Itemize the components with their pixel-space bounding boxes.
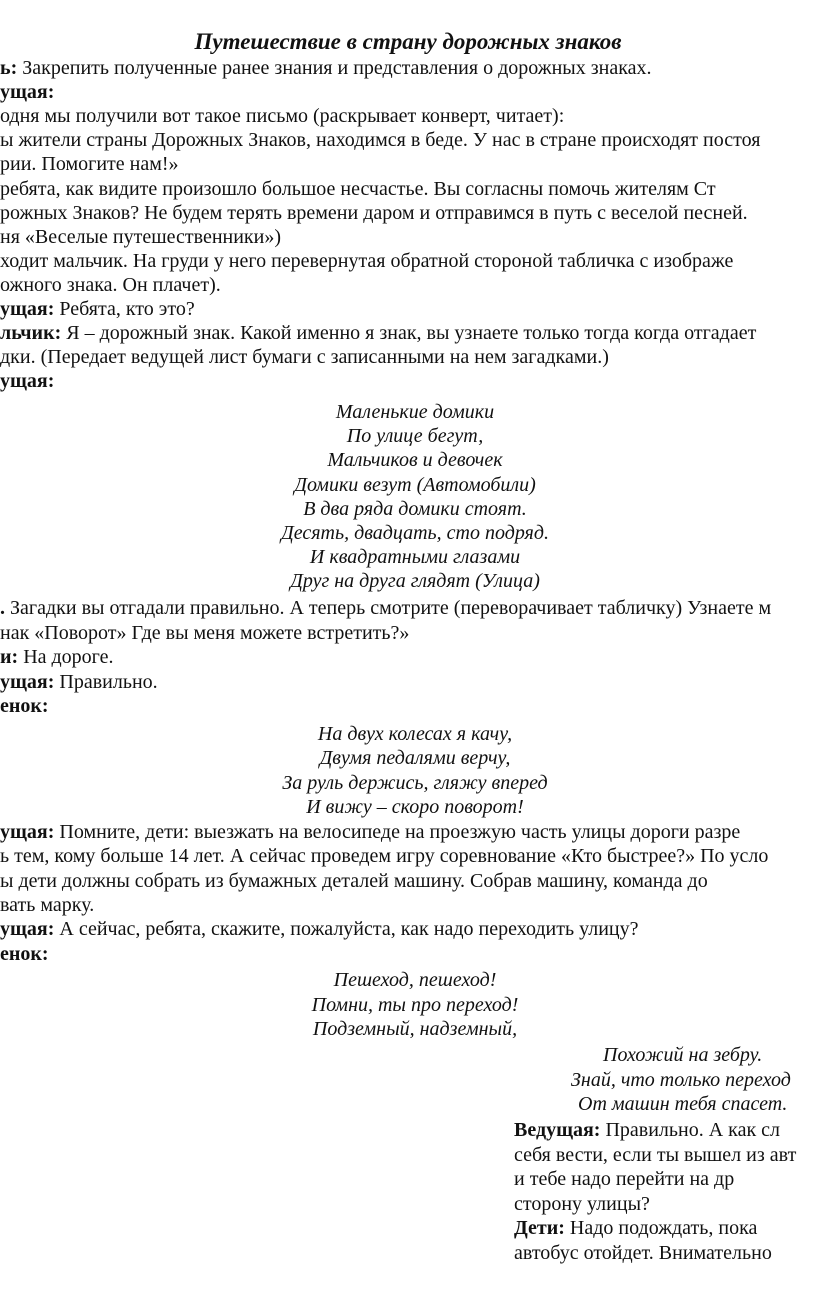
line-text: Я – дорожный знак. Какой именно я знак, вы узнаете только тогда когда отгадает — [61, 322, 757, 345]
speaker-label: енок: — [0, 695, 49, 717]
speaker-label: ущая: — [0, 370, 55, 393]
verse-line: Мальчиков и девочек — [327, 449, 503, 472]
line-text: Ребята, кто это? — [54, 298, 195, 320]
text-line — [0, 893, 94, 917]
verse-line: В два ряда домики стоят. — [303, 497, 527, 520]
line-text: ребята, как видите произошло большое несчастье. Вы согласны помочь жителям Ст — [0, 177, 716, 200]
line-text: Надо подождать, пока — [564, 1217, 758, 1239]
text-line — [514, 1143, 796, 1167]
line-text: Загадки вы отгадали правильно. А теперь смотрите (переворачивает табличку) Узнаете м — [5, 597, 772, 619]
speaker-label: Ведущая: — [514, 1119, 601, 1141]
verse-line: За руль держись, гляжу вперед — [282, 771, 548, 794]
line-text: автобус отойдет. Внимательно — [514, 1241, 772, 1264]
text-line — [514, 1216, 757, 1240]
verse-line: Подземный, надземный, — [312, 1018, 518, 1040]
speaker-label: . — [0, 597, 5, 619]
line-text: ы дети должны собрать из бумажных деталей машину. Собрав машину, команда до — [0, 869, 708, 892]
verse-line: По улице бегут, — [346, 425, 484, 448]
verse-line: На двух колесах я качу, — [317, 723, 513, 745]
speaker-label: Дети: — [514, 1217, 565, 1239]
verse-line: Двумя педалями верчу, — [319, 747, 511, 770]
line-text: На дороге. — [18, 646, 114, 668]
speaker-label: ь: — [0, 57, 18, 79]
text-line — [514, 1192, 650, 1216]
text-line — [514, 1241, 772, 1265]
text-line — [0, 869, 708, 893]
verse-line: Похожий на зебру. — [603, 1044, 763, 1066]
text-line — [0, 917, 639, 941]
speaker-label: и: — [0, 646, 19, 668]
verse-line: Пешеход, пешеход! — [333, 969, 497, 991]
verse-line: Помни, ты про переход! — [311, 993, 519, 1016]
line-text: и тебе надо перейти на др — [514, 1168, 735, 1190]
text-line — [0, 844, 768, 868]
speaker-label: енок: — [0, 942, 49, 965]
text-line — [0, 694, 49, 718]
text-line — [0, 56, 652, 80]
line-text: А сейчас, ребята, скажите, пожалуйста, как надо переходить улицу? — [54, 918, 639, 941]
text-line — [0, 225, 281, 249]
speaker-label: льчик: — [0, 322, 62, 345]
line-text: Правильно. — [54, 670, 158, 693]
text-line — [0, 942, 49, 966]
speaker-label: ущая: — [0, 81, 55, 104]
line-text: нак «Поворот» Где вы меня можете встретить?» — [0, 621, 410, 644]
speaker-label: ущая: — [0, 821, 55, 843]
line-text: ожного знака. Он плачет). — [0, 273, 221, 296]
text-line — [0, 128, 760, 152]
text-line — [0, 670, 158, 694]
text-line — [0, 596, 771, 620]
text-line — [0, 820, 740, 844]
text-line — [0, 104, 564, 128]
document-title: Путешествие в страну дорожных знаков — [194, 29, 622, 54]
text-line — [0, 345, 609, 369]
line-text: ня «Веселые путешественники») — [0, 225, 282, 248]
line-text: рии. Помогите нам!» — [0, 153, 179, 176]
verse-line: Домики везут (Автомобили) — [294, 473, 536, 496]
verse-line: Десять, двадцать, сто подряд. — [281, 522, 549, 544]
text-line — [0, 273, 221, 297]
speaker-label: ущая: — [0, 298, 55, 320]
line-text: одня мы получили вот такое письмо (раскрывает конверт, читает): — [0, 105, 565, 128]
line-text: ь тем, кому больше 14 лет. А сейчас проведем игру соревнование «Кто быстрее?» По усло — [0, 845, 769, 868]
text-line — [0, 80, 54, 104]
line-text: Закрепить полученные ранее знания и представления о дорожных знаках. — [17, 57, 652, 79]
text-line — [514, 1167, 734, 1191]
text-line — [0, 621, 409, 645]
text-line — [0, 152, 179, 176]
text-line — [0, 201, 748, 225]
speaker-label: ущая: — [0, 670, 55, 693]
text-line — [514, 1118, 780, 1142]
text-line — [0, 645, 114, 669]
line-text: Правильно. А как сл — [600, 1119, 781, 1141]
verse-line: И квадратными глазами — [309, 546, 521, 569]
line-text: ы жители страны Дорожных Знаков, находимся в беде. У нас в стране происходят постоя — [0, 129, 761, 152]
line-text: вать марку. — [0, 893, 95, 916]
verse-line: Знай, что только переход — [571, 1068, 791, 1091]
text-line — [0, 321, 756, 345]
text-line — [0, 249, 733, 273]
verse-line: Маленькие домики — [335, 401, 495, 423]
text-line — [0, 297, 195, 321]
verse-line: И вижу – скоро поворот! — [306, 796, 524, 819]
line-text: дки. (Передает ведущей лист бумаги с записанными на нем загадками.) — [0, 346, 609, 369]
text-line — [0, 369, 54, 393]
verse-line: Друг на друга глядят (Улица) — [290, 570, 540, 593]
line-text: себя вести, если ты вышел из авт — [514, 1143, 797, 1166]
line-text: рожных Знаков? Не будем терять времени даром и отправимся в путь с веселой песней. — [0, 201, 748, 224]
speaker-label: ущая: — [0, 918, 55, 941]
line-text: Помните, дети: выезжать на велосипеде на проезжую часть улицы дороги разре — [54, 821, 741, 843]
text-line — [0, 177, 716, 201]
verse-line: От машин тебя спасет. — [578, 1093, 788, 1115]
line-text: сторону улицы? — [514, 1192, 650, 1215]
line-text: ходит мальчик. На груди у него перевернутая обратной стороной табличка с изображе — [0, 249, 734, 272]
